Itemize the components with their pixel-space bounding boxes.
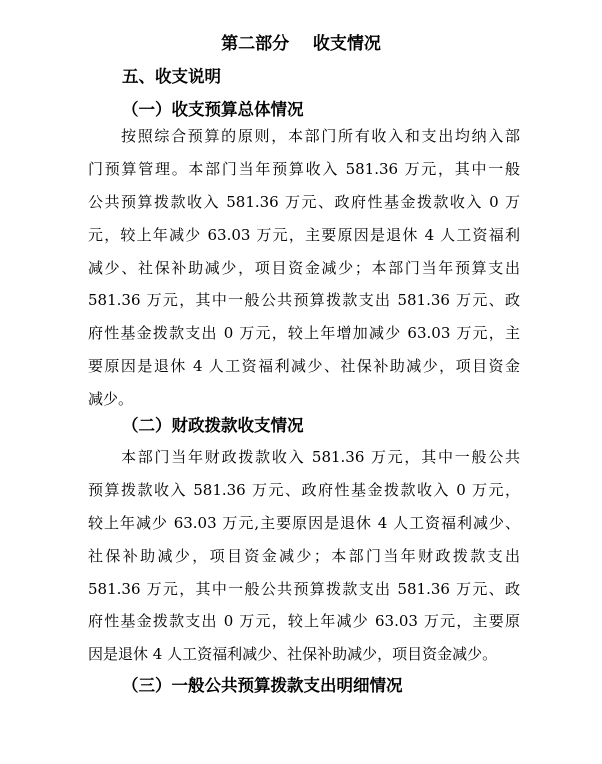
paragraph-line: 581.36 万元，其中一般公共预算拨款支出 581.36 万元、政 — [88, 579, 520, 598]
paragraph-line: 要原因是退休 4 人工资福利减少、社保补助减少，项目资金 — [88, 357, 520, 376]
paragraph-line: 预算拨款收入 581.36 万元、政府性基金拨款收入 0 万元， — [88, 480, 520, 499]
paragraph-budget-overview — [88, 126, 520, 422]
paragraph-line: 因是退休 4 人工资福利减少、社保补助减少，项目资金减少。 — [88, 645, 498, 664]
paragraph-line: 减少、社保补助减少，项目资金减少；本部门当年预算支出 — [88, 258, 520, 277]
paragraph-line: 按照综合预算的原则，本部门所有收入和支出均纳入部 — [121, 127, 520, 145]
paragraph-line: 府性基金拨款支出 0 万元，较上年增加减少 63.03 万元，主 — [88, 324, 520, 343]
paragraph-line: 减少。 — [88, 390, 134, 409]
paragraph-line: 社保补助减少，项目资金减少；本部门当年财政拨款支出 — [88, 546, 520, 565]
paragraph-line: 元，较上年减少 63.03 万元，主要原因是退休 4 人工资福利 — [88, 225, 520, 244]
paragraph-line: 581.36 万元，其中一般公共预算拨款支出 581.36 万元、政 — [88, 291, 520, 310]
section-heading: 五、收支说明 — [122, 67, 221, 86]
subsection-heading-3: （三）一般公共预算拨款支出明细情况 — [122, 676, 403, 695]
paragraph-line: 门预算管理。本部门当年预算收入 581.36 万元，其中一般 — [88, 159, 520, 178]
subsection-heading-2: （二）财政拨款收支情况 — [122, 416, 304, 435]
paragraph-line: 公共预算拨款收入 581.36 万元、政府性基金拨款收入 0 万 — [88, 192, 520, 211]
paragraph-line: 较上年减少 63.03 万元,主要原因是退休 4 人工资福利减少、 — [88, 513, 520, 532]
paragraph-line: 府性基金拨款支出 0 万元，较上年减少 63.03 万元，主要原 — [88, 612, 520, 631]
subsection-heading-1: （一）收支预算总体情况 — [122, 100, 304, 119]
paragraph-fiscal-appropriation — [88, 447, 520, 677]
part-title: 第二部分 收支情况 — [221, 34, 381, 54]
paragraph-line: 本部门当年财政拨款收入 581.36 万元，其中一般公共 — [121, 448, 520, 466]
